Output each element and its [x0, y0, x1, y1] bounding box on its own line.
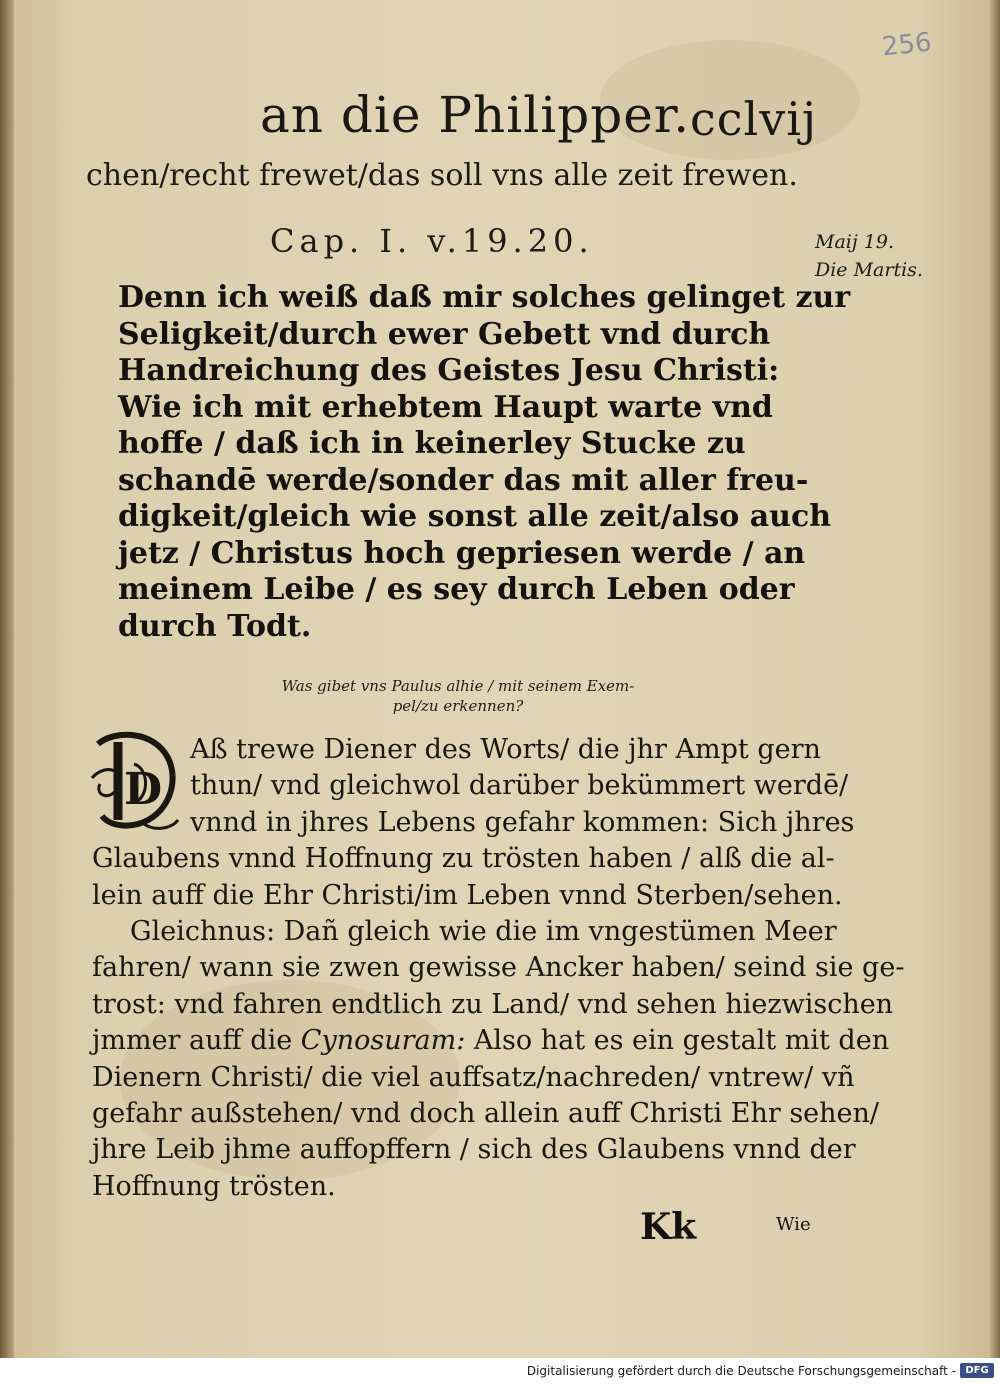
margin-note-date: Maij 19.: [815, 231, 895, 253]
verse-line: durch Todt.: [118, 608, 312, 644]
body-text-span: Also hat es ein gestalt mit den: [465, 1025, 890, 1057]
page-edge-left: [0, 0, 14, 1358]
body-line: Gleichnus: Dañ gleich wie die im vngestümen Meer: [130, 916, 837, 948]
body-line: Hoffnung trösten.: [92, 1170, 336, 1202]
body-line: Dienern Christi/ die viel auffsatz/nachreden/ vntrew/ vñ: [92, 1061, 855, 1093]
folio-number: cclvij: [690, 92, 818, 146]
commentary-body: [92, 732, 905, 1205]
catchword: Wie: [776, 1214, 811, 1235]
body-text-span: jmmer auff die: [92, 1025, 301, 1057]
pencil-page-number: 256: [880, 27, 934, 63]
question-heading: [228, 676, 688, 716]
body-line: thun/ vnd gleichwol darüber bekümmert werdē/: [190, 770, 849, 802]
footer-credit: Digitalisierung gefördert durch die Deutsche Forschungsgemeinschaft -: [526, 1364, 956, 1378]
carry-over-line: chen/recht frewet/das soll vns alle zeit frewen.: [86, 158, 798, 193]
svg-text:D: D: [124, 764, 163, 815]
question-line: pel/zu erkennen?: [392, 697, 524, 715]
verse-line: digkeit/gleich wie sonst alle zeit/also auch: [118, 499, 832, 534]
verse-line: Denn ich weiß daß mir solches gelinget zur: [118, 280, 851, 315]
verse-line: Wie ich mit erhebtem Haupt warte vnd: [118, 389, 773, 425]
body-line: trost: vnd fahren endtlich zu Land/ vnd sehen hiezwischen: [92, 988, 894, 1020]
body-line: Aß trewe Diener des Worts/ die jhr Ampt gern: [190, 734, 821, 765]
scripture-verse: [118, 280, 851, 645]
body-line: lein auff die Ehr Christi/im Leben vnnd Sterben/sehen.: [92, 879, 843, 911]
verse-line: schandē werde/sonder das mit aller freu-: [118, 462, 809, 498]
body-line: Glaubens vnnd Hoffnung zu trösten haben / alß die al-: [92, 843, 835, 875]
question-line: Was gibet vns Paulus alhie / mit seinem Exem-: [281, 677, 635, 695]
verse-line: jetz / Christus hoch gepriesen werde / an: [118, 535, 806, 571]
signature-mark: Kk: [640, 1206, 697, 1248]
body-line: fahren/ wann sie zwen gewisse Ancker haben/ seind sie ge-: [92, 952, 905, 984]
margin-note: [815, 228, 923, 284]
latin-word: Cynosuram:: [300, 1025, 466, 1057]
dfg-logo-icon: DFG: [960, 1363, 994, 1378]
body-line: jhre Leib jhme auffopffern / sich des Glaubens vnnd der: [92, 1134, 856, 1166]
running-head: an die Philipper.: [260, 86, 691, 144]
verse-line: Handreichung des Geistes Jesu Christi:: [118, 353, 780, 388]
body-line: gefahr außstehen/ vnd doch allein auff Christi Ehr sehen/: [92, 1098, 880, 1130]
digitization-footer: [0, 1358, 1000, 1384]
chapter-heading: Cap. I. v.19.20.: [270, 222, 594, 260]
margin-note-day: Die Martis.: [815, 259, 923, 281]
body-line: [92, 1023, 890, 1059]
verse-line: Seligkeit/durch ewer Gebett vnd durch: [118, 316, 771, 352]
body-line: vnnd in jhres Lebens gefahr kommen: Sich jhres: [190, 806, 855, 838]
verse-line: meinem Leibe / es sey durch Leben oder: [118, 572, 795, 607]
page-edge-right: [990, 0, 1000, 1358]
verse-line: hoffe / daß ich in keinerley Stucke zu: [118, 426, 746, 461]
